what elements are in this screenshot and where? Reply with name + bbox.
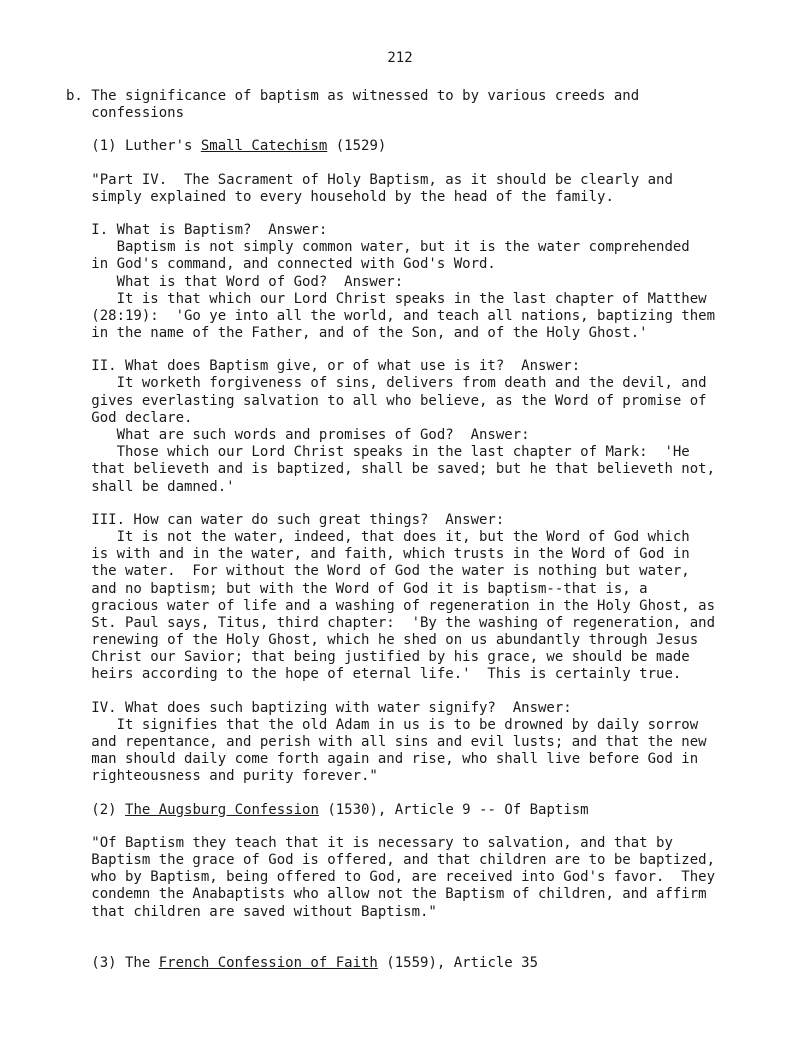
work-title-augsburg-confession: The Augsburg Confession (125, 801, 319, 818)
augsburg-quote (66, 835, 746, 921)
catechism-part-1 (66, 222, 746, 342)
text-line: It signifies that the old Adam in us is to be drowned by daily sorrow (66, 716, 699, 733)
text-line: (28:19): 'Go ye into all the world, and teach all nations, baptizing them (66, 307, 716, 324)
subsection-heading-augsburg: (2) The Augsburg Confession (1530), Article 9 -- Of Baptism (66, 801, 589, 818)
text-line: and repentance, and perish with all sins and evil lusts; and that the new (66, 734, 707, 750)
text-line: Christ our Savior; that being justified by his grace, we should be made (66, 649, 690, 666)
section-heading-line: b. The significance of baptism as witnessed to by various creeds and (66, 88, 640, 104)
text-line: III. How can water do such great things? Answer: (66, 511, 505, 528)
text-line: heirs according to the hope of eternal life.' This is certainly true. (66, 666, 682, 683)
text-line: in the name of the Father, and of the Son, and of the Holy Ghost.' (66, 325, 648, 342)
text-line: Those which our Lord Christ speaks in the last chapter of Mark: 'He (66, 444, 690, 461)
text-line: gives everlasting salvation to all who believe, as the Word of promise of (66, 392, 707, 409)
page-body (66, 88, 746, 972)
subsection-heading-luther: (1) Luther's Small Catechism (1529) (66, 138, 387, 155)
text-line: St. Paul says, Titus, third chapter: 'By the washing of regeneration, and (66, 614, 716, 631)
text-line: is with and in the water, and faith, which trusts in the Word of God in (66, 546, 690, 563)
text-line: that children are saved without Baptism." (66, 903, 437, 920)
text-line: renewing of the Holy Ghost, which he shed on us abundantly through Jesus (66, 632, 699, 649)
text-line: I. What is Baptism? Answer: (66, 221, 328, 238)
text-line: II. What does Baptism give, or of what use is it? Answer: (66, 358, 581, 375)
text-line: IV. What does such baptizing with water signify? Answer: (66, 699, 572, 716)
page-number: 212 (387, 50, 413, 66)
text-line: Baptism the grace of God is offered, and that children are to be baptized, (66, 851, 716, 868)
text-line: gracious water of life and a washing of regeneration in the Holy Ghost, as (66, 597, 716, 614)
work-title-french-confession: French Confession of Faith (158, 954, 378, 971)
text-line: What is that Word of God? Answer: (66, 273, 404, 290)
text-line: "Part IV. The Sacrament of Holy Baptism, as it should be clearly and (66, 171, 673, 188)
text-line: What are such words and promises of God? Answer: (66, 427, 530, 443)
section-heading-line: confessions (66, 105, 185, 122)
text-line: and no baptism; but with the Word of God it is baptism--that is, a (66, 580, 648, 597)
text-line: "Of Baptism they teach that it is necessary to salvation, and that by (66, 834, 673, 851)
text-line: condemn the Anabaptists who allow not the Baptism of children, and affirm (66, 886, 707, 903)
text-line: It is that which our Lord Christ speaks in the last chapter of Matthew (66, 290, 707, 307)
text-line: that believeth and is baptized, shall be saved; but he that believeth not, (66, 461, 716, 478)
text-line: Baptism is not simply common water, but it is the water comprehended (66, 239, 690, 256)
text-line: in God's command, and connected with God's Word. (66, 256, 496, 273)
text-line: It worketh forgiveness of sins, delivers from death and the devil, and (66, 375, 707, 392)
text-line: simply explained to every household by the head of the family. (66, 188, 614, 205)
work-title-small-catechism: Small Catechism (200, 138, 328, 155)
text-line: shall be damned.' (66, 478, 235, 495)
catechism-intro (66, 172, 746, 206)
catechism-part-4 (66, 700, 746, 786)
catechism-part-3 (66, 512, 746, 684)
text-line: It is not the water, indeed, that does it, but the Word of God which (66, 528, 690, 545)
catechism-part-2 (66, 358, 746, 496)
text-line: who by Baptism, being offered to God, are received into God's favor. They (66, 869, 716, 886)
subsection-heading-french: (3) The French Confession of Faith (1559), Article 35 (66, 954, 539, 971)
text-line: man should daily come forth again and rise, who shall live before God in (66, 751, 699, 768)
text-line: the water. For without the Word of God the water is nothing but water, (66, 563, 690, 580)
text-line: righteousness and purity forever." (66, 768, 378, 785)
text-line: God declare. (66, 409, 193, 426)
